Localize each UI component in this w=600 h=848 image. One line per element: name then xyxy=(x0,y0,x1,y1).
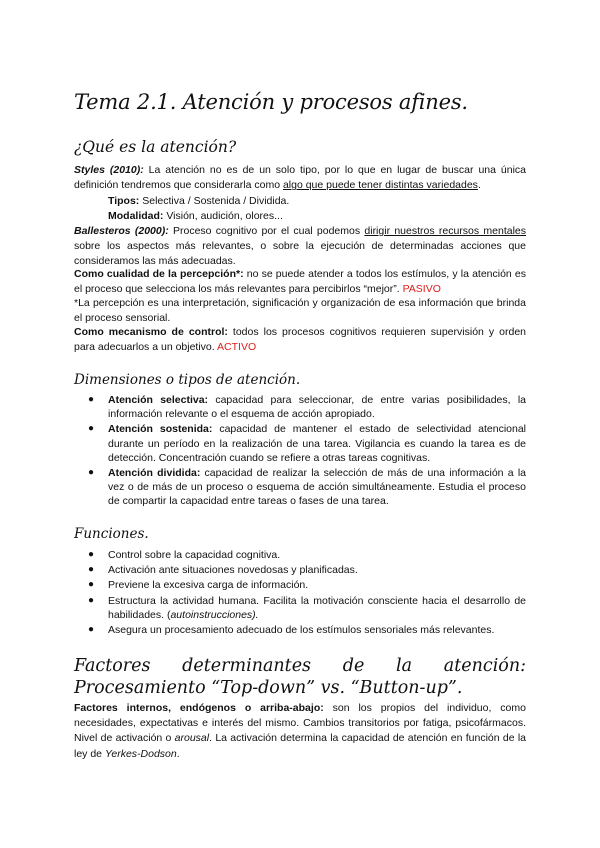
list-item xyxy=(74,594,526,622)
factores-text-c: . xyxy=(176,747,180,760)
ballesteros-paragraph xyxy=(74,224,526,270)
modalidad-line xyxy=(108,209,283,224)
modalidad-label: Modalidad: xyxy=(108,210,164,222)
cualidad-paragraph xyxy=(74,267,526,297)
tipos-label: Tipos: xyxy=(108,195,140,207)
cualidad-text: no se puede atender a todos los estímulos, y la atención es el proceso que selecciona los más relevantes para percibirlos “mejor”. xyxy=(74,268,527,296)
function-text: Activación ante situaciones novedosas y planificadas. xyxy=(108,564,358,577)
bullet-icon: ● xyxy=(88,624,95,636)
dimension-text: capacidad de realizar la selección de más de una información a la vez o de más de un proceso o esquema de acción simultáneamente. Estudia el proceso de compartir la capacidad entre tareas o fases de una tarea. xyxy=(108,467,526,508)
styles-author: Styles (2010): xyxy=(74,164,144,176)
function-text: Asegura un procesamiento adecuado de los estímulos sensoriales más relevantes. xyxy=(108,624,495,637)
bullet-icon: ● xyxy=(88,549,95,560)
bullet-icon: ● xyxy=(88,394,95,405)
cualidad-label: Como cualidad de la percepción*: xyxy=(74,268,244,280)
styles-paragraph xyxy=(74,163,526,193)
ballesteros-underlined: dirigir nuestros recursos mentales xyxy=(364,225,527,237)
bullet-icon: ● xyxy=(88,579,95,591)
control-paragraph xyxy=(74,325,526,355)
tipos-text: Selectiva / Sostenida / Dividida. xyxy=(139,195,290,207)
ballesteros-author: Ballesteros (2000): xyxy=(74,225,169,237)
dimension-text: capacidad para seleccionar, de entre varias posibilidades, la información relevante o el esquema de acción apropiado. xyxy=(108,394,526,421)
control-label: Como mecanismo de control: xyxy=(74,326,228,338)
ballesteros-text-b: sobre los aspectos más relevantes, o sobre la ejecución de determinadas acciones que consideramos las más adecuadas. xyxy=(74,240,526,268)
styles-text-b: . xyxy=(477,179,481,192)
dimensions-list xyxy=(74,393,526,510)
styles-underlined: algo que puede tener distintas variedades xyxy=(282,179,478,192)
page-title: Tema 2.1. Atención y procesos afines. xyxy=(74,90,468,114)
dimension-text: capacidad de mantener el estado de selectividad atencional durante un período en la realización de una tarea. Vigilancia es cuando la tarea es de detección. Concentración cuando se refiere a otras tareas cognitivas. xyxy=(108,423,526,464)
dimension-label: Atención sostenida: xyxy=(108,423,213,436)
heading-dimensiones: Dimensiones o tipos de atención. xyxy=(74,372,301,388)
bullet-icon: ● xyxy=(88,594,95,606)
factores-text-b: . La activación determina la capacidad de atención en función de la ley de xyxy=(74,732,526,760)
factores-paragraph xyxy=(74,701,526,762)
control-text: todos los procesos cognitivos requieren supervisión y orden para adecuarlos a un objetivo. xyxy=(74,326,527,354)
heading-funciones: Funciones. xyxy=(74,526,149,542)
tipos-line xyxy=(108,194,289,209)
function-text: Estructura la actividad humana. Facilita la motivación consciente hacia el desarrollo de habilidades. ( xyxy=(108,594,526,621)
factores-text-a: son los propios del individuo, como necesidades, expectativas e interés del mismo. Cambios transitorios por fatiga, psicofármacos. Nivel de activación o xyxy=(74,702,526,745)
functions-list xyxy=(74,548,526,638)
arousal-term: arousal xyxy=(174,732,210,745)
autoinstrucciones: autoinstrucciones). xyxy=(170,608,259,621)
bullet-icon: ● xyxy=(88,564,95,576)
bullet-icon: ● xyxy=(88,423,95,435)
dimension-label: Atención dividida: xyxy=(108,467,201,480)
ballesteros-text-a: Proceso cognitivo por el cual podemos xyxy=(168,225,365,237)
yerkes-dodson-term: Yerkes-Dodson xyxy=(104,747,177,760)
list-item xyxy=(74,578,526,592)
heading-que-es-atencion: ¿Qué es la atención? xyxy=(74,138,237,156)
factores-label: Factores internos, endógenos o arriba-abajo: xyxy=(74,702,324,714)
list-item xyxy=(74,548,526,562)
list-item xyxy=(74,563,526,577)
styles-text-a: La atención no es de un solo tipo, por lo que en lugar de buscar una única definición tendremos que considerarla como xyxy=(74,164,527,192)
list-item xyxy=(74,393,526,421)
list-item xyxy=(74,623,526,637)
bullet-icon: ● xyxy=(88,467,95,479)
function-text: Previene la excesiva carga de información. xyxy=(108,579,309,592)
list-item xyxy=(74,466,526,509)
perception-footnote: *La percepción es una interpretación, significación y organización de esa información que brinda el proceso sensorial. xyxy=(74,297,526,325)
function-text: Control sobre la capacidad cognitiva. xyxy=(108,549,281,561)
dimension-label: Atención selectiva: xyxy=(108,394,209,406)
list-item xyxy=(74,422,526,465)
modalidad-text: Visión, audición, olores... xyxy=(163,210,283,222)
activo-tag: ACTIVO xyxy=(217,341,257,354)
pasivo-tag: PASIVO xyxy=(402,283,441,296)
heading-factores: Factores determinantes de la atención: Procesamiento “Top-down” vs. “Button-up”. xyxy=(74,656,526,698)
